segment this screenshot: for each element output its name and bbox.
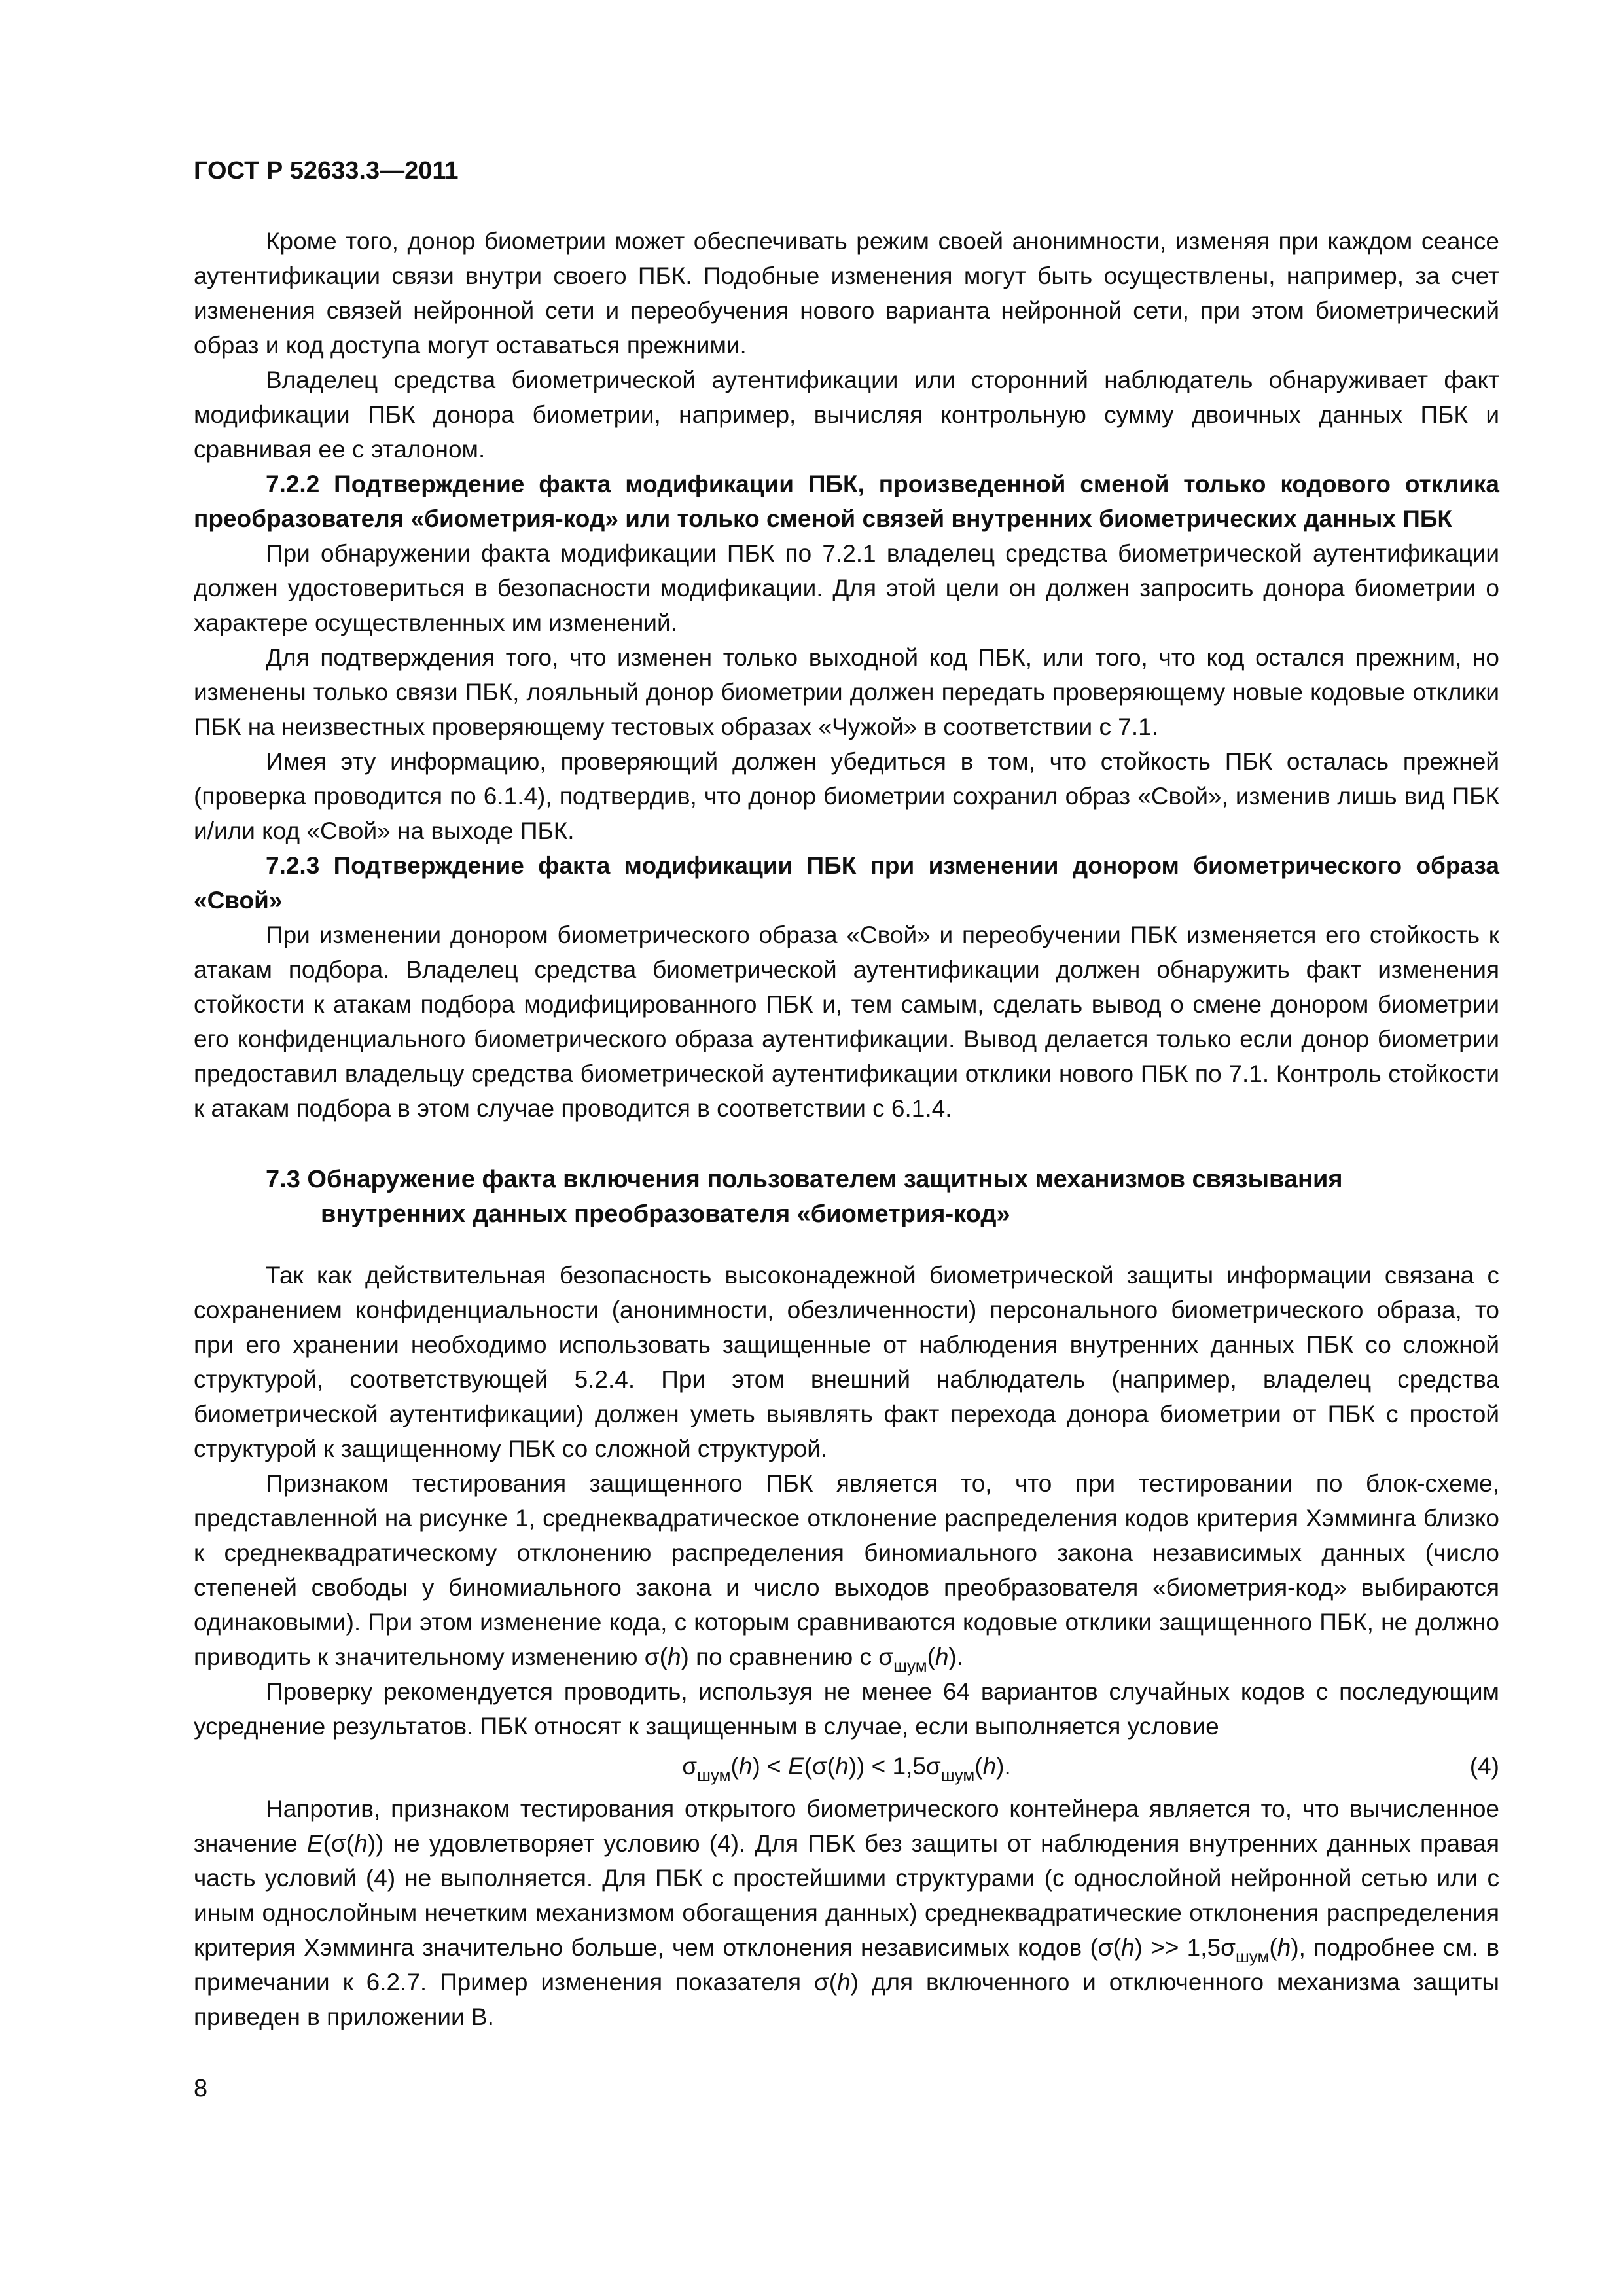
paragraph: Имея эту информацию, проверяющий должен убедиться в том, что стойкость ПБК осталась прежней (проверка проводится по 6.1.4), подтвердив, что донор биометрии сохранил образ «Свой», изменив лишь вид ПБК и/или код «Свой» на выходе ПБК. xyxy=(194,748,1499,844)
section-title-line: 7.3 Обнаружение факта включения пользователем защитных механизмов связывания xyxy=(266,1166,1343,1193)
paragraph: Так как действительная безопасность высоконадежной биометрической защиты информации связана с сохранением конфиденциальности (анонимности, обезличенности) персонального биометрического образа, то при его хранении необходимо использовать защищенные от наблюдения внутренних данных ПБК со сложной структурой, соответствующей 5.2.4. При этом внешний наблюдатель (например, владелец средства биометрической аутентификации) должен уметь выявлять факт перехода донора биометрии от ПБК с простой структурой к защищенному ПБК со сложной структурой. xyxy=(194,1262,1499,1462)
document-page xyxy=(194,154,1499,2034)
formula-expression: $\sigma_{шум}(h) < E(\sigma(h)) < 1,5\sigma_{шум}(h)$. xyxy=(682,1753,1011,1785)
section-title-7-3 xyxy=(194,1162,1499,1232)
paragraph: Проверку рекомендуется проводить, используя не менее 64 вариантов случайных кодов с последующим усреднение результатов. ПБК относят к защищенным в случае, если выполняется условие xyxy=(194,1678,1499,1740)
clause-title-7-2-2: 7.2.2 Подтверждение факта модификации ПБК, произведенной сменой только кодового отклика преобразователя «биометрия-код» или только сменой связей внутренних биометрических данных ПБК xyxy=(194,471,1499,532)
section-title-line: внутренних данных преобразователя «биометрия-код» xyxy=(321,1200,1010,1228)
formula-number: (4) xyxy=(1469,1753,1499,1780)
paragraph: При обнаружении факта модификации ПБК по 7.2.1 владелец средства биометрической аутентификации должен удостовериться в безопасности модификации. Для этой цели он должен запросить донора биометрии о характере осуществленных им изменений. xyxy=(194,540,1499,636)
page-number: 8 xyxy=(194,2075,208,2102)
paragraph: Признаком тестирования защищенного ПБК является то, что при тестировании по блок-схеме, представленной на рисунке 1, среднеквадратическое отклонение распределения кодов критерия Хэмминга близко к среднеквадратическому отклонению распределения биномиального закона независимых данных (число степеней свободы у биномиального закона и число выходов преобразователя «биометрия-код» выбираются одинаковыми). При этом изменение кода, с которым сравниваются кодовые отклики защищенного ПБК, не должно приводить к значительному изменению σ(h) по сравнению с $\sigma_{шум}(h)$. xyxy=(194,1470,1499,1676)
formula-4 xyxy=(194,1749,1499,1784)
standard-header: ГОСТ Р 52633.3—2011 xyxy=(194,157,459,185)
paragraph: Владелец средства биометрической аутентификации или сторонний наблюдатель обнаруживает факт модификации ПБК донора биометрии, например, вычисляя контрольную сумму двоичных данных ПБК и сравнивая ее с эталоном. xyxy=(194,367,1499,463)
paragraph: Кроме того, донор биометрии может обеспечивать режим своей анонимности, изменяя при каждом сеансе аутентификации связи внутри своего ПБК. Подобные изменения могут быть осуществлены, например, за счет изменения связей нейронной сети и переобучения нового варианта нейронной сети, при этом биометрический образ и код доступа могут оставаться прежними. xyxy=(194,228,1499,359)
paragraph: Для подтверждения того, что изменен только выходной код ПБК, или того, что код остался прежним, но изменены только связи ПБК, лояльный донор биометрии должен передать проверяющему новые кодовые отклики ПБК на неизвестных проверяющему тестовых образах «Чужой» в соответствии с 7.1. xyxy=(194,644,1499,740)
paragraph: Напротив, признаком тестирования открытого биометрического контейнера является то, что вычисленное значение E(σ(h)) не удовлетворяет условию (4). Для ПБК без защиты от наблюдения внутренних данных правая часть условий (4) не выполняется. Для ПБК с простейшими структурами (с однослойной нейронной сетью или с иным однослойным нечетким механизмом обогащения данных) среднеквадратические отклонения распределения критерия Хэмминга значительно больше, чем отклонения независимых кодов ($\sigma(h) >> 1,5\sigma_{шум}(h)$, подробнее см. в примечании к 6.2.7. Пример изменения показателя σ(h) для включенного и отключенного механизма защиты приведен в приложении В. xyxy=(194,1795,1499,2030)
clause-title-7-2-3: 7.2.3 Подтверждение факта модификации ПБК при изменении донором биометрического образа «Свой» xyxy=(194,852,1499,914)
paragraph: При изменении донором биометрического образа «Свой» и переобучении ПБК изменяется его стойкость к атакам подбора. Владелец средства биометрической аутентификации должен обнаружить факт изменения стойкости к атакам подбора модифицированного ПБК и, тем самым, сделать вывод о смене донором биометрии его конфиденциального биометрического образа аутентификации. Вывод делается только если донор биометрии предоставил владельцу средства биометрической аутентификации отклики нового ПБК по 7.1. Контроль стойкости к атакам подбора в этом случае проводится в соответствии с 6.1.4. xyxy=(194,922,1499,1122)
